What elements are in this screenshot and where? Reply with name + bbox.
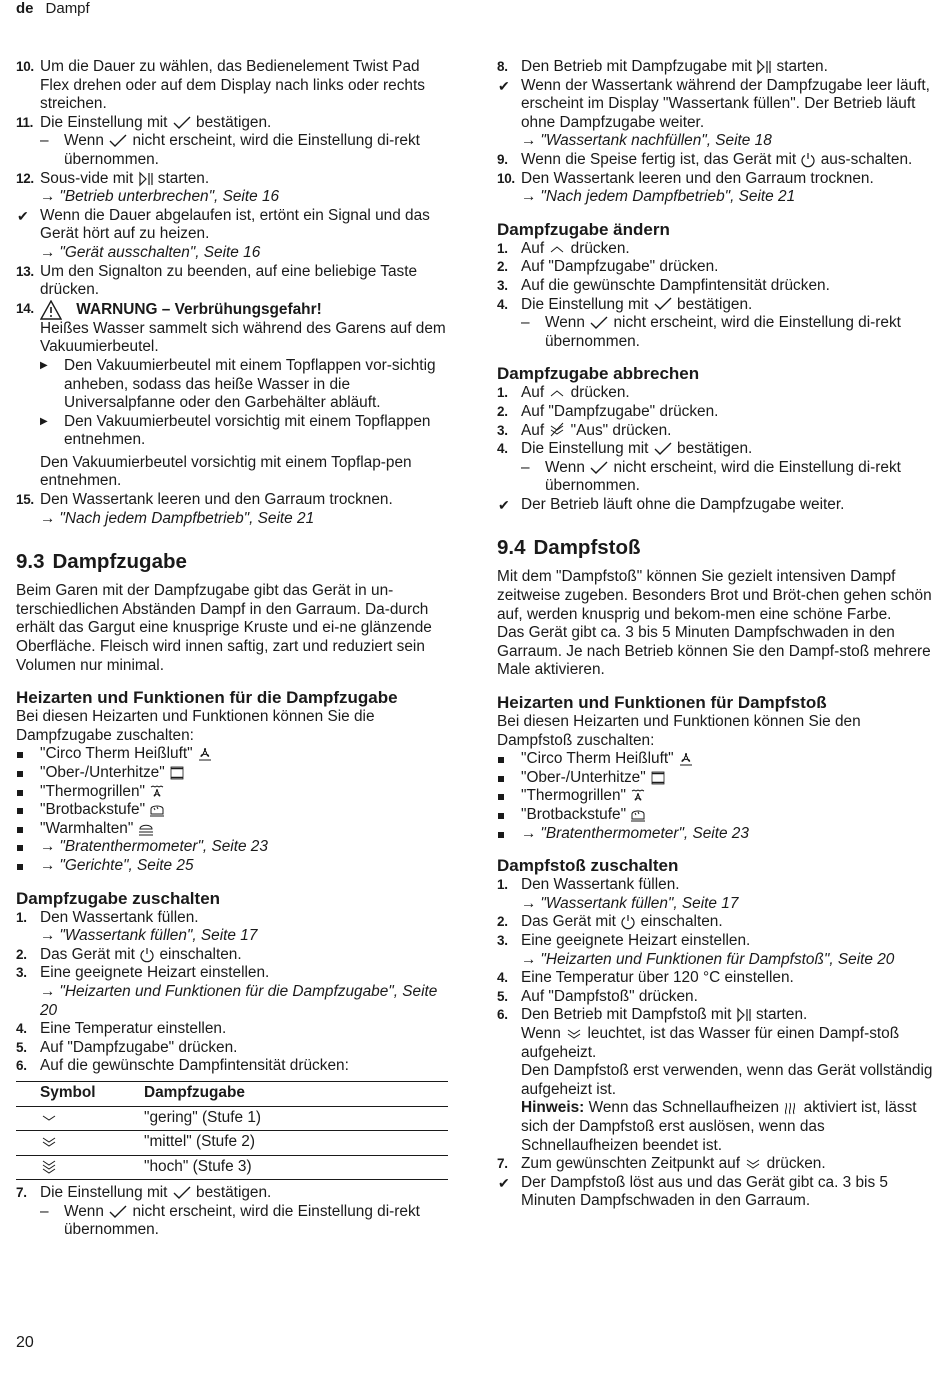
steam-boost-icon <box>565 1027 583 1041</box>
checkmark-icon <box>108 134 128 148</box>
step: 7. Die Einstellung mit bestätigen. <box>16 1184 272 1202</box>
cross-reference: → "Nach jedem Dampfbetrieb", Seite 21 <box>40 509 315 527</box>
sub-step: – Wenn nicht erscheint, wird die Einstellung di-rekt übernommen. <box>521 458 901 495</box>
fan-icon <box>197 747 213 761</box>
subheading: Dampfzugabe ändern <box>497 219 670 239</box>
step: 3. Auf "Aus" drücken. <box>497 421 672 439</box>
cross-reference: → "Nach jedem Dampfbetrieb", Seite 21 <box>521 188 796 206</box>
paragraph: Bei diesen Heizarten und Funktionen können Sie den Dampfstoß zuschalten: <box>497 713 861 749</box>
result-check-icon: ✔ <box>17 207 29 224</box>
sub-step: – Wenn nicht erscheint, wird die Einstellung di-rekt übernommen. <box>521 314 901 350</box>
list-item: "Ober-/Unterhitze" <box>16 764 448 783</box>
bread-icon <box>630 808 646 822</box>
result-check-icon: ✔ <box>498 496 510 513</box>
cross-reference: → "Wassertank füllen", Seite 17 <box>40 927 258 945</box>
step: 6. Auf die gewünschte Dampfintensität drücken: <box>16 1057 349 1075</box>
chapter-title: Dampf <box>45 0 90 17</box>
play-pause-icon <box>138 171 154 187</box>
keep-warm-icon <box>138 822 154 836</box>
step: 9. Wenn die Speise fertig ist, das Gerät mit aus-schalten. <box>497 150 913 168</box>
cross-reference: → "Heizarten und Funktionen für die Dampfzugabe", Seite 20 <box>40 982 438 1019</box>
cross-reference: → "Heizarten und Funktionen für Dampfstoß", Seite 20 <box>521 950 895 968</box>
paragraph: Wenn leuchtet, ist das Wasser für einen Dampf-stoß aufgeheizt. <box>521 1024 900 1061</box>
list-item: → "Bratenthermometer", Seite 23 <box>16 838 448 857</box>
play-pause-icon <box>756 59 772 75</box>
cross-reference: → "Wassertank füllen", Seite 17 <box>521 894 739 912</box>
table-header-row: Symbol Dampfzugabe <box>16 1081 448 1106</box>
page-number: 20 <box>16 1334 34 1351</box>
list-item: "Ober-/Unterhitze" <box>497 769 933 788</box>
checkmark-icon <box>172 116 192 130</box>
step: 5. Auf "Dampfzugabe" drücken. <box>16 1038 238 1056</box>
warning-title: WARNUNG – Verbrühungsgefahr! <box>76 300 322 318</box>
thermo-grill-icon <box>630 789 646 803</box>
list-item: → "Bratenthermometer", Seite 23 <box>497 825 933 844</box>
result: ✔ Der Dampfstoß löst aus und das Gerät gibt ca. 3 bis 5 Minuten Dampfschwaden in den Garraum. <box>498 1173 888 1210</box>
step: 1. Auf drücken. <box>497 239 630 257</box>
result: ✔ Wenn der Wassertank während der Dampfzugabe leer läuft, erscheint im Display "Wassertank füllen". Der Betrieb läuft ohne Dampfzugabe weiter. <box>498 76 930 131</box>
checkmark-icon <box>108 1205 128 1219</box>
cross-reference: → "Betrieb unterbrechen", Seite 16 <box>40 188 280 206</box>
checkmark-icon <box>172 1186 192 1200</box>
section-heading: 9.3 Dampfzugabe <box>16 550 187 574</box>
power-icon <box>620 914 636 930</box>
thermo-grill-icon <box>149 785 165 799</box>
list-item: "Warmhalten" <box>16 820 448 839</box>
steam-high-icon <box>40 1159 58 1175</box>
result: ✔ Wenn die Dauer abgelaufen ist, ertönt ein Signal und das Gerät hört auf zu heizen. <box>17 206 430 243</box>
step: 4. Die Einstellung mit bestätigen. <box>497 440 753 458</box>
power-icon <box>139 947 155 963</box>
result: ✔ Der Betrieb läuft ohne die Dampfzugabe weiter. <box>498 495 845 513</box>
paragraph: Beim Garen mit der Dampfzugabe gibt das Gerät in un-terschiedlichen Abständen Dampf in den Garraum. Da-durch erhält das Gargut eine knusprige Kruste und ei-ne glänzende Oberfläche. Fleisch wird innen saftig, zart und reduziert sein Volumen nur minimal. <box>16 582 432 674</box>
step: 10. Den Wassertank leeren und den Garraum trocknen. <box>497 169 874 187</box>
list-item: "Circo Therm Heißluft" <box>16 745 448 764</box>
step: 3. Eine geeignete Heizart einstellen. <box>497 931 751 949</box>
rapid-heat-icon <box>783 1100 799 1116</box>
subheading: Heizarten und Funktionen für die Dampfzugabe <box>16 688 398 708</box>
step: 3. Eine geeignete Heizart einstellen. <box>16 964 270 982</box>
fan-icon <box>678 752 694 766</box>
steam-medium-icon <box>40 1135 58 1149</box>
steam-menu-icon <box>548 388 566 398</box>
language-code: de <box>16 0 34 17</box>
checkmark-icon <box>589 316 609 330</box>
steam-boost-icon <box>744 1157 762 1171</box>
table-row: "gering" (Stufe 1) <box>16 1106 448 1131</box>
intensity-table <box>16 1081 448 1180</box>
step: 4. Die Einstellung mit bestätigen. <box>497 295 753 313</box>
step: 2. Das Gerät mit einschalten. <box>497 913 723 931</box>
top-bottom-heat-icon <box>169 766 185 780</box>
sub-step: – Wenn nicht erscheint, wird die Einstellung di-rekt übernommen. <box>40 1202 420 1239</box>
list-item: "Circo Therm Heißluft" <box>497 750 933 769</box>
list-item: "Thermogrillen" <box>497 787 933 806</box>
steam-low-icon <box>40 1111 58 1123</box>
hint: Hinweis: Wenn das Schnellaufheizen aktiviert ist, lässt sich der Dampfstoß erst auslösen, wenn das Schnellaufheizen beendet ist. <box>521 1099 917 1154</box>
list-item: "Brotbackstufe" <box>497 806 933 825</box>
checkmark-icon <box>589 461 609 475</box>
step: 12. Sous-vide mit starten. <box>16 169 210 187</box>
action-item: ▶ Den Vakuumierbeutel vorsichtig mit einem Topflappen entnehmen. <box>40 412 431 449</box>
step: 11. Die Einstellung mit bestätigen. <box>16 113 272 131</box>
list-item: "Brotbackstufe" <box>16 801 448 820</box>
steam-menu-icon <box>548 244 566 254</box>
play-pause-icon <box>736 1007 752 1023</box>
step: 2. Das Gerät mit einschalten. <box>16 945 242 963</box>
step: 10. Um die Dauer zu wählen, das Bedienelement Twist Pad Flex drehen oder auf dem Display nach links oder rechts streichen. <box>16 58 425 113</box>
step: 15. Den Wassertank leeren und den Garraum trocknen. <box>16 491 393 509</box>
page-header <box>16 0 90 22</box>
warning-icon <box>40 300 62 320</box>
step: 6. Den Betrieb mit Dampfstoß mit starten. <box>497 1006 808 1024</box>
paragraph: Das Gerät gibt ca. 3 bis 5 Minuten Dampfschwaden in den Garraum. Je nach Betrieb können Sie den Dampf-stoß mehrere Male aktivieren. <box>497 624 931 679</box>
cross-reference: → "Wassertank nachfüllen", Seite 18 <box>521 132 772 150</box>
table-row: "mittel" (Stufe 2) <box>16 1131 448 1156</box>
left-column <box>16 58 448 1240</box>
subheading: Dampfstoß zuschalten <box>497 856 679 876</box>
paragraph: Den Vakuumierbeutel vorsichtig mit einem Topflap-pen entnehmen. <box>40 453 412 490</box>
checkmark-icon <box>653 442 673 456</box>
paragraph: Bei diesen Heizarten und Funktionen können Sie die Dampfzugabe zuschalten: <box>16 708 375 744</box>
checkmark-icon <box>653 297 673 311</box>
paragraph: Den Dampfstoß erst verwenden, wenn das Gerät vollständig aufgeheizt ist. <box>521 1062 933 1098</box>
subheading: Dampfzugabe abbrechen <box>497 364 700 384</box>
section-heading: 9.4 Dampfstoß <box>497 536 641 560</box>
result-check-icon: ✔ <box>498 77 510 94</box>
step: 14. WARNUNG – Verbrühungsgefahr! <box>16 300 322 318</box>
top-bottom-heat-icon <box>650 771 666 785</box>
paragraph: Mit dem "Dampfstoß" können Sie gezielt intensiven Dampf zeitweise zugeben. Besonders Brot und Bröt-chen gehen schön auf, werden knusprig und bekom-men eine schöne Farbe. <box>497 568 932 623</box>
step: 8. Den Betrieb mit Dampfzugabe mit starten. <box>497 58 828 75</box>
list-item: "Thermogrillen" <box>16 783 448 802</box>
step: 4. Eine Temperatur einstellen. <box>16 1020 227 1038</box>
steam-off-icon <box>548 422 566 438</box>
power-icon <box>800 152 816 168</box>
table-row: "hoch" (Stufe 3) <box>16 1155 448 1180</box>
subheading: Dampfzugabe zuschalten <box>16 888 221 908</box>
cross-reference: → "Gerät ausschalten", Seite 16 <box>40 243 261 261</box>
action-item: ▶ Den Vakuumierbeutel mit einem Topflappen vor-sichtig anheben, sodass das heiße Wasser in die Universalpfanne oder den Garbehälter abläuft. <box>40 356 436 412</box>
sub-step: – Wenn nicht erscheint, wird die Einstellung di-rekt übernommen. <box>40 132 420 168</box>
step: 1. Den Wassertank füllen. <box>497 876 680 894</box>
step: 1. Den Wassertank füllen. <box>16 908 199 926</box>
step: 1. Auf drücken. <box>497 384 630 402</box>
result-check-icon: ✔ <box>498 1174 510 1191</box>
list-item: → "Gerichte", Seite 25 <box>16 857 448 876</box>
step: 13. Um den Signalton zu beenden, auf eine beliebige Taste drücken. <box>16 262 418 299</box>
step: 2. Auf "Dampfzugabe" drücken. <box>497 402 719 420</box>
step: 3. Auf die gewünschte Dampfintensität drücken. <box>497 276 830 294</box>
step: 5. Auf "Dampfstoß" drücken. <box>497 987 698 1005</box>
step: 2. Auf "Dampfzugabe" drücken. <box>497 258 719 276</box>
warning-text: Heißes Wasser sammelt sich während des Garens auf dem Vakuumierbeutel. <box>40 319 446 356</box>
step: 4. Eine Temperatur über 120 °C einstellen. <box>497 969 794 987</box>
step: 7. Zum gewünschten Zeitpunkt auf drücken. <box>497 1155 826 1173</box>
right-column <box>497 58 933 1211</box>
subheading: Heizarten und Funktionen für Dampfstoß <box>497 693 827 713</box>
bread-icon <box>149 803 165 817</box>
